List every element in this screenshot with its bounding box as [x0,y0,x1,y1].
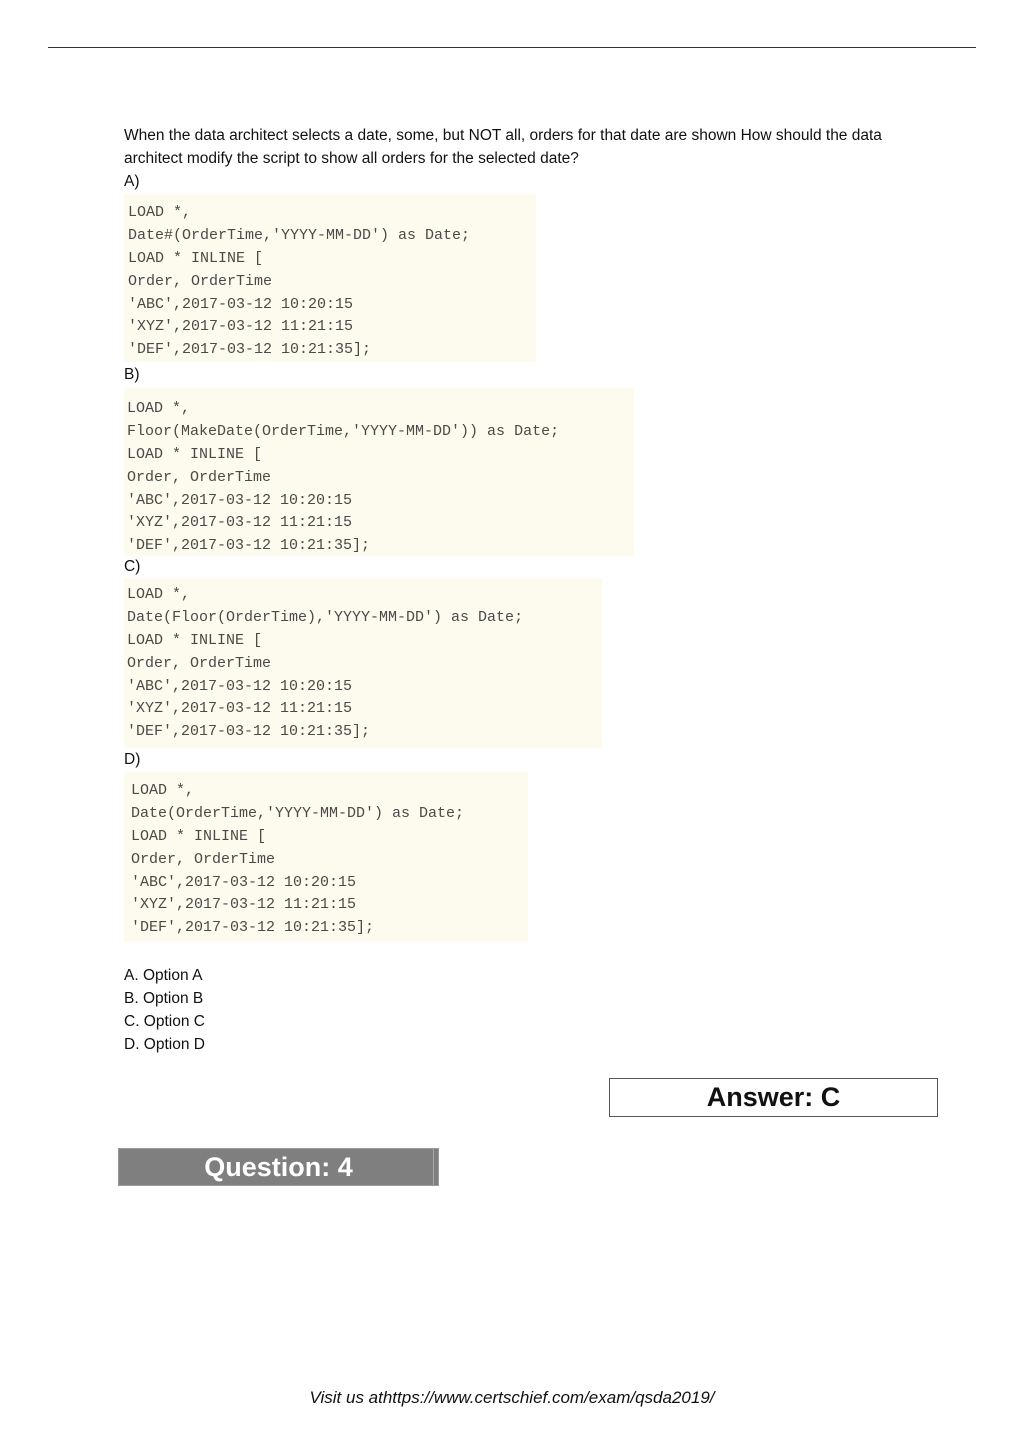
answer-text: Answer: C [706,1082,841,1112]
code-line: 'XYZ',2017-03-12 11:21:15 [128,318,354,336]
code-line: 'DEF',2017-03-12 10:21:35]; [128,341,372,359]
code-line: 'ABC',2017-03-12 10:20:15 [127,491,353,509]
footer-link-text: Visit us athttps://www.certschief.com/exam/qsda2019/ [309,1388,715,1407]
code-line: Date#(OrderTime,'YYYY-MM-DD') as Date; [128,226,471,244]
answer-choice: D. Option D [124,1036,205,1053]
code-line: LOAD * INLINE [ [127,631,263,649]
answer-box [609,1078,938,1117]
code-line: 'XYZ',2017-03-12 11:21:15 [131,896,357,914]
code-line: 'DEF',2017-03-12 10:21:35]; [127,723,371,741]
code-line: 'DEF',2017-03-12 10:21:35]; [131,919,375,937]
code-line: Floor(MakeDate(OrderTime,'YYYY-MM-DD')) as Date; [127,422,560,440]
code-line: LOAD *, [127,400,191,417]
code-line: LOAD *, [131,782,195,799]
code-line: Order, OrderTime [127,654,272,672]
code-line: Order, OrderTime [128,272,273,290]
next-question-title: Question: 4 [204,1151,353,1182]
option-d-label: D) [124,751,141,768]
code-line: 'XYZ',2017-03-12 11:21:15 [127,700,353,718]
option-a-label: A) [124,173,140,190]
code-line: 'DEF',2017-03-12 10:21:35]; [127,537,371,555]
code-line: LOAD * INLINE [ [127,445,263,463]
answer-choice: A. Option A [124,967,203,984]
question-text: When the data architect selects a date, some, but NOT all, orders for that date are shown How should the data architect modify the script to show all orders for the selected date? [124,127,882,167]
code-line: Order, OrderTime [131,850,276,868]
code-line: Order, OrderTime [127,468,272,486]
next-question-banner [118,1148,439,1186]
answer-choice: B. Option B [124,990,204,1007]
code-line: LOAD * INLINE [ [128,249,264,267]
option-a-code-block [124,194,536,362]
code-line: 'ABC',2017-03-12 10:20:15 [131,873,357,891]
answer-choices [124,964,205,1056]
option-c-label: C) [124,558,141,575]
code-line: Date(Floor(OrderTime),'YYYY-MM-DD') as Date; [127,608,524,626]
banner-divider [433,1149,434,1185]
option-b-code-block [124,388,634,556]
option-d-code-block [124,772,528,942]
option-c-code-block [124,578,602,748]
code-line: 'ABC',2017-03-12 10:20:15 [128,295,354,313]
code-line: 'XYZ',2017-03-12 11:21:15 [127,514,353,532]
code-line: 'ABC',2017-03-12 10:20:15 [127,677,353,695]
code-line: Date(OrderTime,'YYYY-MM-DD') as Date; [131,804,465,822]
answer-choice: C. Option C [124,1013,205,1030]
header-rule [48,47,976,48]
code-line: LOAD * INLINE [ [131,827,267,845]
code-line: LOAD *, [127,586,191,603]
code-line: LOAD *, [128,204,192,221]
option-b-label: B) [124,366,140,383]
